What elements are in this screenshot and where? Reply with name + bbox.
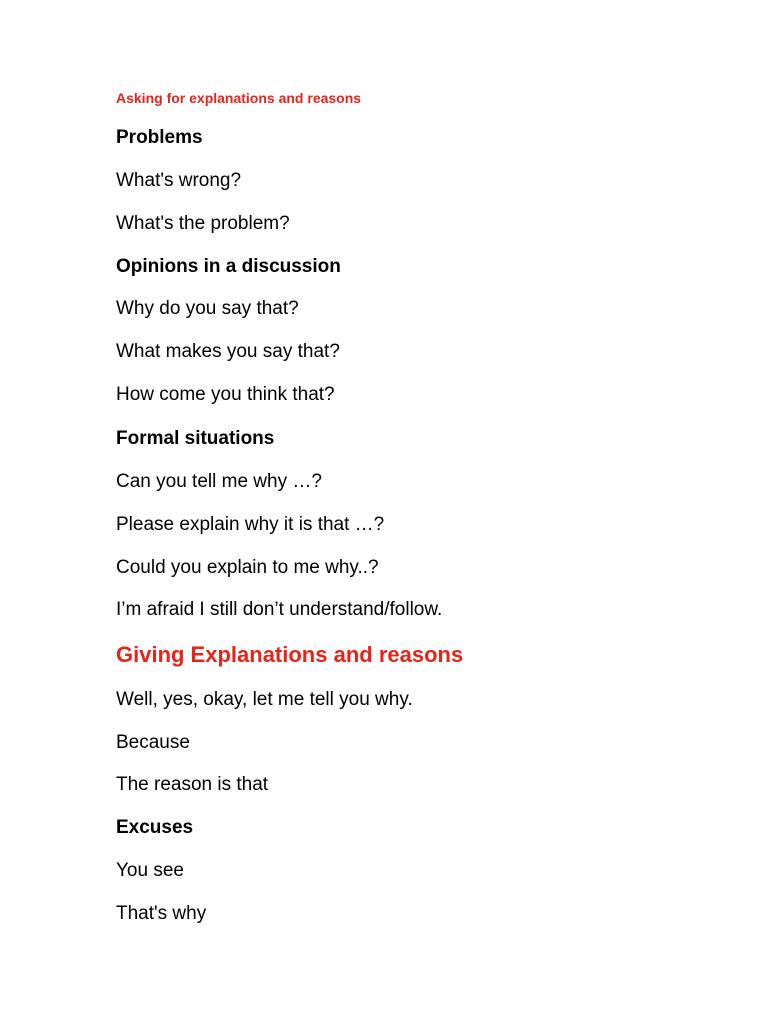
asking-section-title: Asking for explanations and reasons [116, 90, 362, 106]
opinions-item: How come you think that? [116, 384, 335, 405]
opinions-heading: Opinions in a discussion [116, 256, 341, 277]
formal-item: Can you tell me why …? [116, 471, 322, 492]
problems-item: What's the problem? [116, 213, 290, 234]
giving-item: Well, yes, okay, let me tell you why. [116, 689, 413, 710]
formal-item: Could you explain to me why..? [116, 557, 379, 578]
opinions-item: What makes you say that? [116, 341, 340, 362]
formal-heading: Formal situations [116, 428, 275, 449]
formal-item: I’m afraid I still don’t understand/follow. [116, 599, 443, 620]
problems-heading: Problems [116, 127, 203, 148]
excuses-heading: Excuses [116, 817, 194, 838]
excuses-item: That's why [116, 903, 207, 924]
giving-item: Because [116, 732, 190, 753]
opinions-item: Why do you say that? [116, 298, 299, 319]
giving-item: The reason is that [116, 774, 269, 795]
giving-section-title: Giving Explanations and reasons [116, 642, 464, 667]
problems-item: What's wrong? [116, 170, 242, 191]
formal-item: Please explain why it is that …? [116, 514, 385, 535]
excuses-item: You see [116, 860, 184, 881]
